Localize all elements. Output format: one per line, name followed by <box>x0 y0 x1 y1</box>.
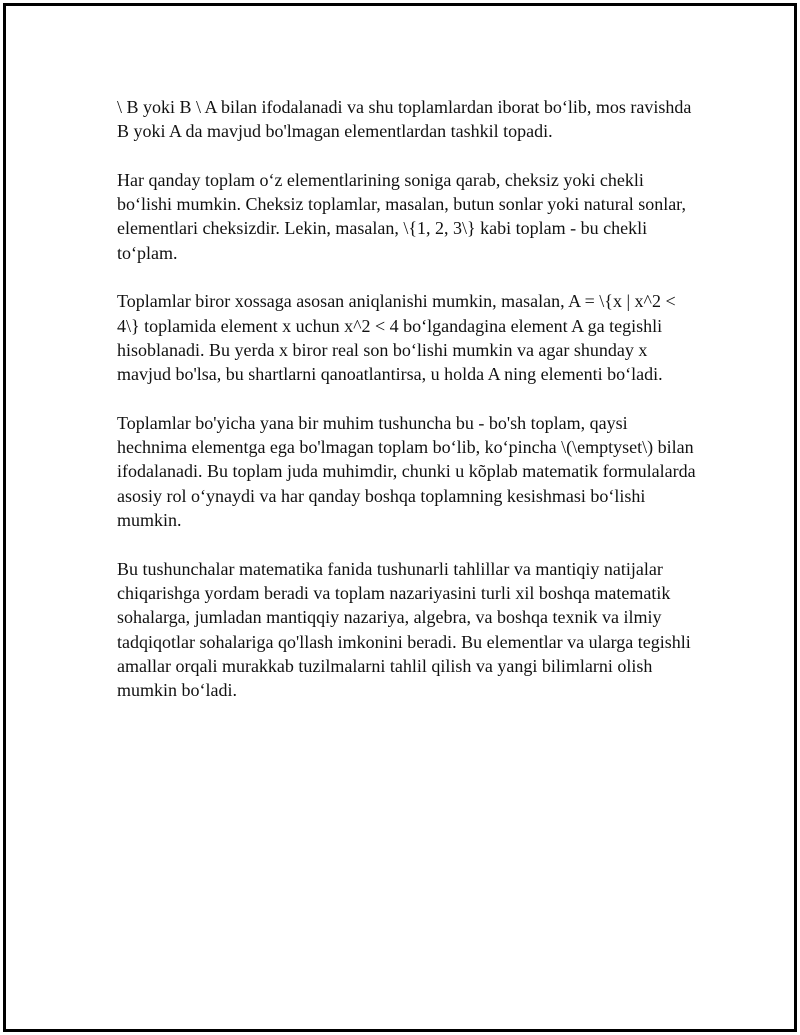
paragraph-5: Bu tushunchalar matematika fanida tushunarli tahlillar va mantiqiy natijalar chiqarishga yordam beradi va toplam nazariyasini turli xil boshqa matematik sohalarga, jumladan mantiqqiy nazariya, algebra, va boshqa texnik va ilmiy tadqiqotlar sohalariga qo'llash imkonini beradi. Bu elementlar va ularga tegishli amallar orqali murakkab tuzilmalarni tahlil qilish va yangi bilimlarni olish mumkin bo‘ladi. <box>117 558 691 701</box>
paragraph-3: Toplamlar biror xossaga asosan aniqlanishi mumkin, masalan, A = \{x | x^2 < 4\} toplamida element x uchun x^2 < 4 bo‘lgandagina element A ga tegishli hisoblanadi. Bu yerda x biror real son bo‘lishi mumkin va agar shunday x mavjud bo'lsa, bu shartlarni qanoatlantirsa, u holda A ning elementi bo‘ladi. <box>117 291 676 385</box>
paragraph-2: Har qanday toplam o‘z elementlarining soniga qarab, cheksiz yoki chekli bo‘lishi mumkin. Cheksiz toplamlar, masalan, butun sonlar yoki natural sonlar, elementlari cheksizdir. Lekin, masalan, \{1, 2, 3\} kabi toplam - bu chekli to‘plam. <box>117 169 686 263</box>
document-body <box>117 95 697 727</box>
paragraph-4: Toplamlar bo'yicha yana bir muhim tushuncha bu - bo'sh toplam, qaysi hechnima elementga ega bo'lmagan toplam bo‘lib, ko‘pincha \(\emptyset\) bilan ifodalanadi. Bu toplam juda muhimdir, chunki u kõplab matematik formulalarda asosiy rol o‘ynaydi va har qanday boshqa toplamning kesishmasi bo‘lishi mumkin. <box>117 412 696 531</box>
paragraph-1: \ B yoki B \ A bilan ifodalanadi va shu toplamlardan iborat bo‘lib, mos ravishda B yoki A da mavjud bo'lmagan elementlardan tashkil topadi. <box>117 97 692 142</box>
